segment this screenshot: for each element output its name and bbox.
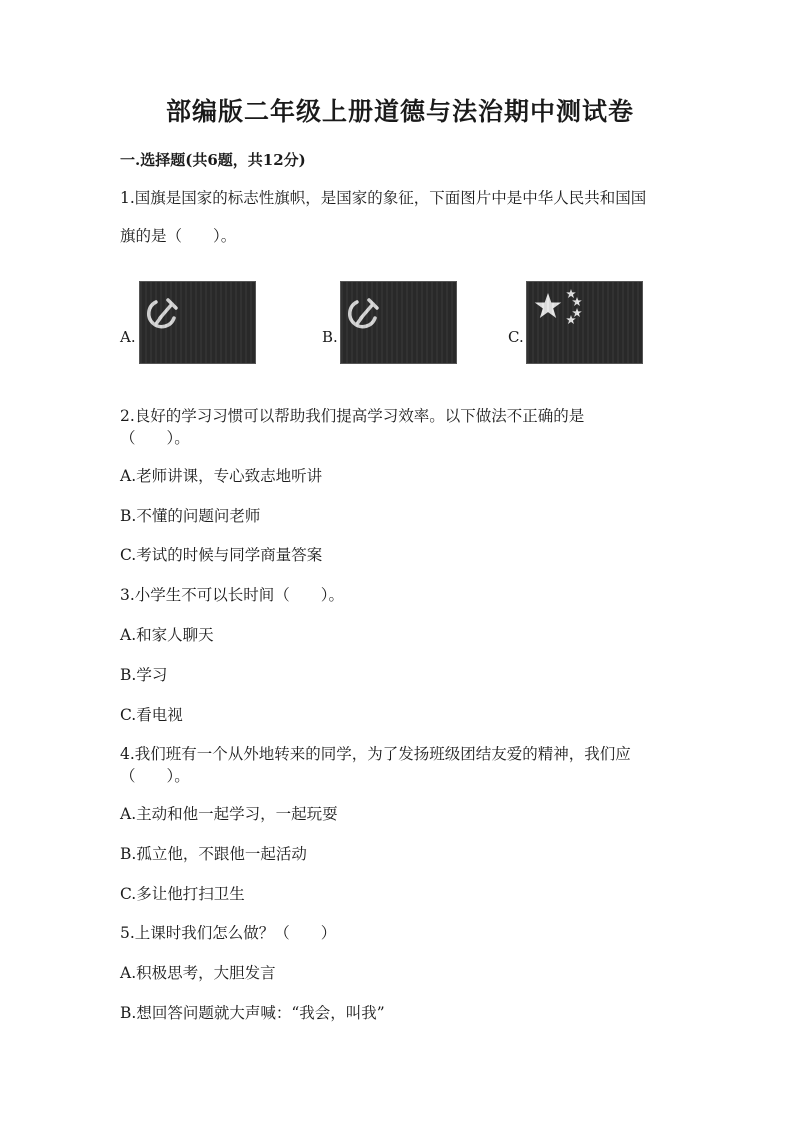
question-4-text-line1: 4.我们班有一个从外地转来的同学，为了发扬班级团结友爱的精神，我们应: [120, 745, 631, 763]
five-star-flag-icon: [527, 282, 643, 364]
question-2-option-a: A.老师讲课，专心致志地听讲: [120, 467, 323, 485]
question-3-text: 3.小学生不可以长时间（ ）。: [120, 586, 345, 604]
question-1-option-a-label: A.: [120, 328, 136, 346]
question-1-option-b-label: B.: [322, 328, 338, 346]
question-5-option-a: A.积极思考，大胆发言: [120, 964, 276, 982]
question-3-option-c: C.看电视: [120, 706, 183, 724]
question-2-option-c: C.考试的时候与同学商量答案: [120, 546, 323, 564]
flag-a-image: [139, 281, 256, 364]
question-3-option-b: B.学习: [120, 666, 168, 684]
question-4-text-line2: （ ）。: [120, 767, 190, 785]
question-4-option-a: A.主动和他一起学习，一起玩耍: [120, 805, 338, 823]
page-title: 部编版二年级上册道德与法治期中测试卷: [165, 97, 634, 126]
question-2-text-line1: 2.良好的学习习惯可以帮助我们提高学习效率。以下做法不正确的是: [120, 407, 585, 425]
question-3-option-a: A.和家人聊天: [120, 626, 214, 644]
question-5-option-b: B.想回答问题就大声喊：“我会，叫我”: [120, 1004, 385, 1022]
section-heading: 一.选择题(共6题，共12分): [120, 151, 306, 169]
question-2-option-b: B.不懂的问题问老师: [120, 507, 261, 525]
question-4-option-b: B.孤立他，不跟他一起活动: [120, 845, 307, 863]
flag-b-image: [340, 281, 457, 364]
question-5-text: 5.上课时我们怎么做？（ ）: [120, 924, 337, 942]
hammer-sickle-flag-icon: [140, 282, 256, 364]
question-1-text-line2: 旗的是（ ）。: [120, 227, 237, 245]
question-1-text-line1: 1.国旗是国家的标志性旗帜，是国家的象征，下面图片中是中华人民共和国国: [120, 189, 647, 207]
flag-c-image: [526, 281, 643, 364]
hammer-sickle-flag-icon: [341, 282, 457, 364]
question-1-option-c-label: C.: [508, 328, 524, 346]
question-2-text-line2: （ ）。: [120, 429, 190, 447]
question-4-option-c: C.多让他打扫卫生: [120, 885, 245, 903]
